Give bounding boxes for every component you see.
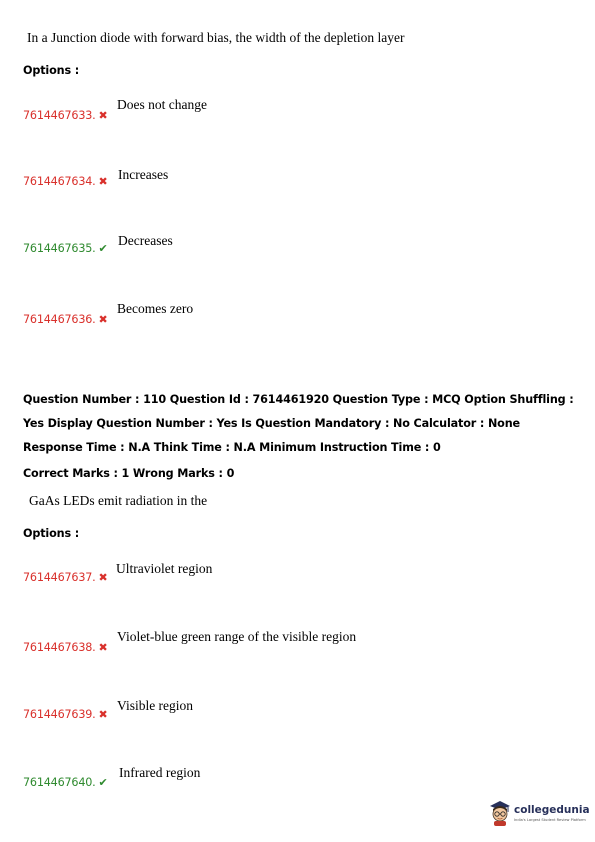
- cross-icon: ✖: [98, 641, 108, 654]
- option-id-number: 7614467636.: [23, 313, 96, 326]
- option-id-number: 7614467640.: [23, 776, 96, 789]
- option-text: Ultraviolet region: [116, 561, 213, 576]
- question-marks: Correct Marks : 1 Wrong Marks : 0: [23, 467, 235, 480]
- cross-icon: ✖: [98, 708, 108, 721]
- check-icon: ✔: [98, 776, 108, 789]
- option-id: [23, 571, 108, 584]
- option-id: [23, 242, 108, 255]
- option-id-number: 7614467635.: [23, 242, 96, 255]
- logo-tagline: India's Largest Student Review Platform: [514, 818, 586, 822]
- option-id: [23, 708, 108, 721]
- option-text: Increases: [118, 167, 169, 182]
- option-id-number: 7614467634.: [23, 175, 96, 188]
- question-meta: Question Number : 110 Question Id : 7614461920 Question Type : MCQ Option Shuffling : Yes Display Question Number : Yes Is Question Mandatory : No Calculator : None Response Time : N.A Think Time : N.A Minimum Instruction Time : 0: [23, 393, 574, 454]
- options-label: Options :: [23, 64, 80, 77]
- option-id-number: 7614467638.: [23, 641, 96, 654]
- option-id-number: 7614467633.: [23, 109, 96, 122]
- option-text: Infrared region: [119, 765, 201, 780]
- option-id: [23, 175, 108, 188]
- option-text: Decreases: [118, 233, 173, 248]
- option-text: Violet-blue green range of the visible region: [117, 629, 357, 644]
- option-id: [23, 641, 108, 654]
- option-id-number: 7614467637.: [23, 571, 96, 584]
- option-id-number: 7614467639.: [23, 708, 96, 721]
- option-id: [23, 313, 108, 326]
- option-id: [23, 776, 108, 789]
- logo-wordmark: collegedunia: [514, 804, 590, 816]
- question-text: In a Junction diode with forward bias, the width of the depletion layer: [27, 30, 405, 45]
- option-id: [23, 109, 108, 122]
- option-text: Becomes zero: [117, 301, 194, 316]
- cross-icon: ✖: [98, 313, 108, 326]
- option-text: Does not change: [117, 97, 207, 112]
- cross-icon: ✖: [98, 109, 108, 122]
- check-icon: ✔: [98, 242, 108, 255]
- cross-icon: ✖: [98, 175, 108, 188]
- option-text: Visible region: [117, 698, 194, 713]
- options-label: Options :: [23, 527, 80, 540]
- question-text: GaAs LEDs emit radiation in the: [29, 493, 208, 508]
- collegedunia-logo: [488, 799, 588, 829]
- student-mascot-icon: [488, 799, 512, 827]
- cross-icon: ✖: [98, 571, 108, 584]
